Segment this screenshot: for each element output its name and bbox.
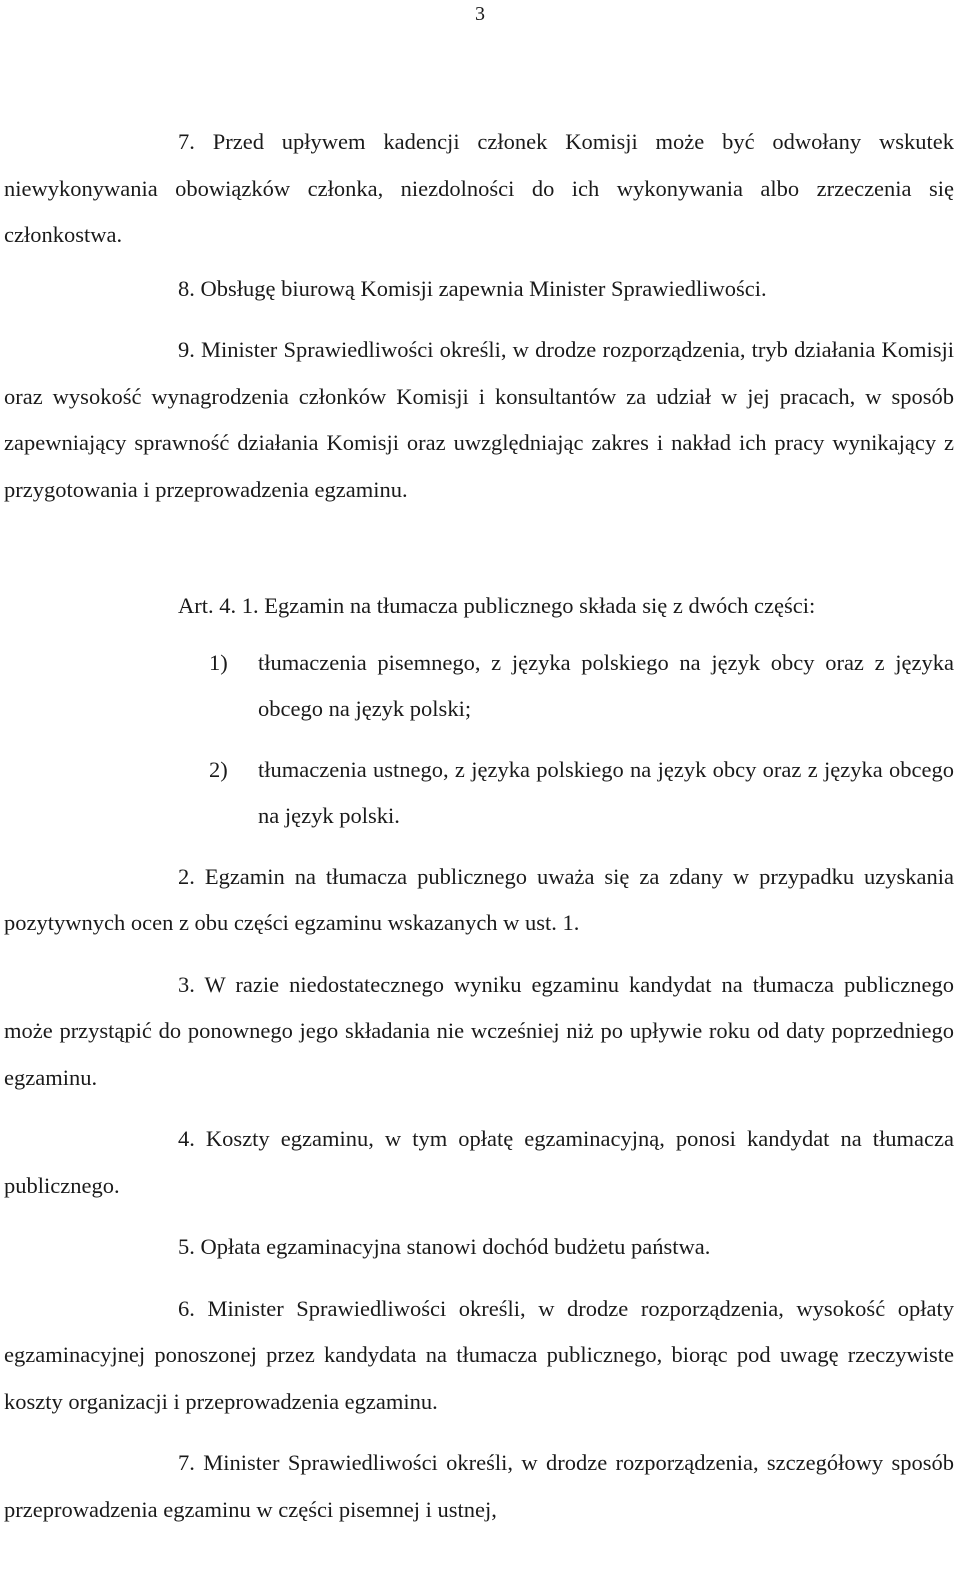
paragraph-2-passing: 2. Egzamin na tłumacza publicznego uważa się za zdany w przypadku uzyskania pozytywnych ocen z obu części egzaminu wskazanych w ust. 1. bbox=[4, 863, 954, 935]
list-item-text: tłumaczenia pisemnego, z języka polskiego na język obcy oraz z języka obcego na język polski; bbox=[258, 649, 954, 721]
exam-parts-list bbox=[4, 640, 954, 840]
paragraph-7-dismissal: 7. Przed upływem kadencji członek Komisji może być odwołany wskutek niewykonywania obowiązków członka, niezdolności do ich wykonywania albo zrzeczenia się członkostwa. bbox=[4, 129, 954, 247]
paragraph-3-retake: 3. W razie niedostatecznego wyniku egzaminu kandydat na tłumacza publicznego może przystąpić do ponownego jego składania nie wcześniej niż po upływie roku od daty poprzedniego egzaminu. bbox=[4, 971, 954, 1090]
document-body bbox=[4, 119, 954, 1533]
list-item-number: 2) bbox=[209, 756, 228, 782]
paragraph-4-costs: 4. Koszty egzaminu, w tym opłatę egzaminacyjną, ponosi kandydat na tłumacza publicznego. bbox=[4, 1126, 954, 1198]
paragraph-7-exam-procedure: 7. Minister Sprawiedliwości określi, w drodze rozporządzenia, szczegółowy sposób przeprowadzenia egzaminu w części pisemnej i ustnej, bbox=[4, 1450, 954, 1522]
paragraph-8-office-support: 8. Obsługę biurową Komisji zapewnia Minister Sprawiedliwości. bbox=[178, 275, 767, 301]
page-number: 3 bbox=[475, 3, 485, 25]
paragraph-9-regulation: 9. Minister Sprawiedliwości określi, w drodze rozporządzenia, tryb działania Komisji oraz wysokość wynagrodzenia członków Komisji i konsultantów za udział w jej pracach, w sposób zapewniający sprawność działania Komisji oraz uwzględniając zakres i nakład ich pracy wynikający z przygotowania i przeprowadzenia egzaminu. bbox=[4, 337, 954, 502]
article-4-intro: Art. 4. 1. Egzamin na tłumacza publicznego składa się z dwóch części: bbox=[178, 593, 816, 618]
list-item-text: tłumaczenia ustnego, z języka polskiego na język obcy oraz z języka obcego na język polski. bbox=[258, 756, 954, 828]
list-item-number: 1) bbox=[209, 649, 228, 675]
list-item bbox=[4, 747, 954, 840]
paragraph-6-fee-regulation: 6. Minister Sprawiedliwości określi, w drodze rozporządzenia, wysokość opłaty egzaminacyjnej ponoszonej przez kandydata na tłumacza publicznego, biorąc pod uwagę rzeczywiste koszty organizacji i przeprowadzenia egzaminu. bbox=[4, 1295, 954, 1414]
paragraph-5-fee-income: 5. Opłata egzaminacyjna stanowi dochód budżetu państwa. bbox=[178, 1234, 711, 1259]
list-item bbox=[4, 640, 954, 733]
